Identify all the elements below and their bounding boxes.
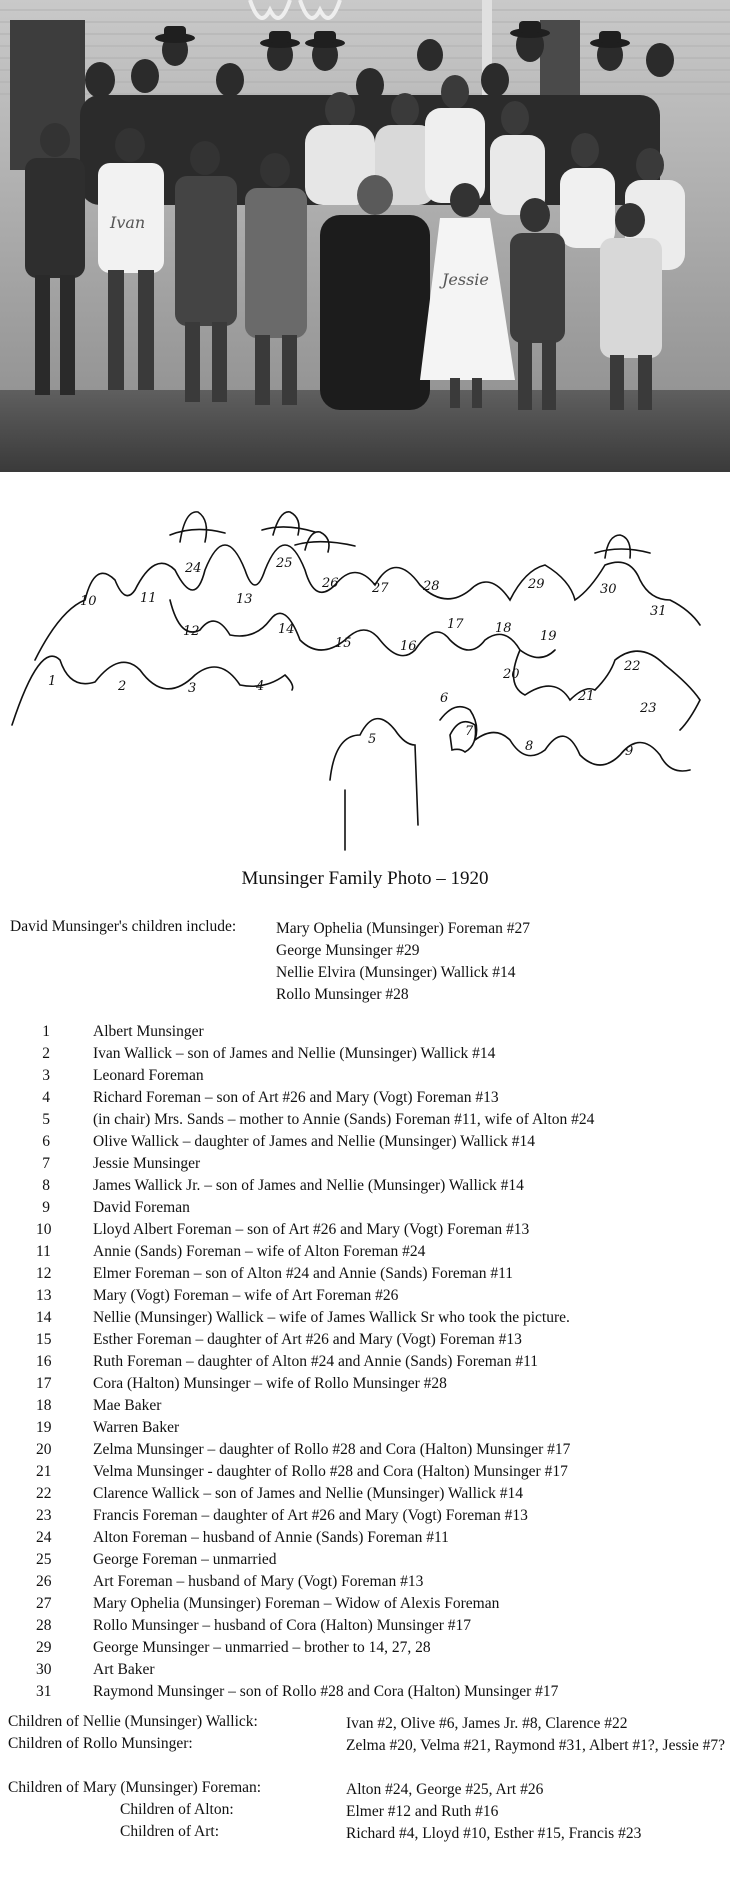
sketch-hat-25 [262, 512, 315, 535]
person-row [0, 1177, 730, 1199]
person-number: 2 [42, 1045, 50, 1062]
intro-child: Mary Ophelia (Munsinger) Foreman #27 [276, 920, 530, 937]
person-number: 26 [36, 1573, 52, 1590]
person-description: George Foreman – unmarried [93, 1551, 277, 1568]
group-value: Richard #4, Lloyd #10, Esther #15, Francis #23 [346, 1825, 642, 1842]
sketch-number-16: 16 [400, 639, 417, 654]
person-description: David Foreman [93, 1199, 190, 1216]
person-row [0, 1573, 730, 1595]
person-number: 9 [42, 1199, 50, 1216]
sketch-right-outline [514, 650, 700, 730]
group-label: Children of Alton: [120, 1801, 234, 1818]
person-number: 31 [36, 1683, 52, 1700]
person-number: 10 [36, 1221, 52, 1238]
person-description: Jessie Munsinger [93, 1155, 201, 1172]
intro-children-list [276, 918, 530, 1006]
person-row [0, 1133, 730, 1155]
group-value: Alton #24, George #25, Art #26 [346, 1781, 544, 1798]
group-value: Elmer #12 and Ruth #16 [346, 1803, 499, 1820]
sketch-number-5: 5 [368, 732, 377, 747]
person-row [0, 1683, 730, 1705]
person-number: 16 [36, 1353, 52, 1370]
children-groups [0, 1713, 730, 1845]
person-number: 20 [36, 1441, 52, 1458]
person-row [0, 1617, 730, 1639]
group-row [0, 1823, 730, 1845]
intro-child: George Munsinger #29 [276, 942, 420, 959]
sketch-number-29: 29 [528, 577, 545, 592]
person-number: 5 [42, 1111, 50, 1128]
group-label: Children of Nellie (Munsinger) Wallick: [8, 1713, 258, 1730]
person-number: 30 [36, 1661, 52, 1678]
group-label: Children of Rollo Munsinger: [8, 1735, 193, 1752]
person-description: Leonard Foreman [93, 1067, 204, 1084]
person-description: Lloyd Albert Foreman – son of Art #26 and Mary (Vogt) Foreman #13 [93, 1221, 530, 1238]
person-number: 24 [36, 1529, 52, 1546]
sketch-number-31: 31 [650, 604, 667, 619]
sketch-number-9: 9 [625, 744, 634, 759]
person-number: 27 [36, 1595, 52, 1612]
person-description: Rollo Munsinger – husband of Cora (Halton) Munsinger #17 [93, 1617, 471, 1634]
people-list [0, 1023, 730, 1705]
person-description: Velma Munsinger - daughter of Rollo #28 and Cora (Halton) Munsinger #17 [93, 1463, 568, 1480]
person-row [0, 1485, 730, 1507]
person-number: 17 [36, 1375, 52, 1392]
person-description: Mary (Vogt) Foreman – wife of Art Foreman #26 [93, 1287, 399, 1304]
person-number: 14 [36, 1309, 52, 1326]
person-description: George Munsinger – unmarried – brother to 14, 27, 28 [93, 1639, 431, 1656]
shirt-text-jessie: Jessie [442, 270, 489, 289]
intro-label: David Munsinger's children include: [10, 918, 237, 935]
group-value: Ivan #2, Olive #6, James Jr. #8, Clarence #22 [346, 1715, 628, 1732]
sketch-number-23: 23 [640, 701, 657, 716]
person-row [0, 1419, 730, 1441]
sketch-number-6: 6 [440, 691, 449, 706]
person-row [0, 1463, 730, 1485]
person-description: Warren Baker [93, 1419, 180, 1436]
sketch-hat-30 [595, 535, 650, 558]
sketch-number-7: 7 [465, 724, 474, 739]
person-number: 23 [36, 1507, 52, 1524]
person-row [0, 1595, 730, 1617]
sketch-number-20: 20 [503, 667, 520, 682]
person-description: Annie (Sands) Foreman – wife of Alton Foreman #24 [93, 1243, 426, 1260]
person-description: Mary Ophelia (Munsinger) Foreman – Widow of Alexis Foreman [93, 1595, 500, 1612]
sketch-number-19: 19 [540, 629, 557, 644]
sketch-number-15: 15 [335, 636, 352, 651]
sketch-number-28: 28 [423, 579, 440, 594]
person-row [0, 1155, 730, 1177]
person-row [0, 1221, 730, 1243]
person-row [0, 1265, 730, 1287]
sketch-number-12: 12 [183, 624, 200, 639]
person-number: 19 [36, 1419, 52, 1436]
person-row [0, 1441, 730, 1463]
person-number: 15 [36, 1331, 52, 1348]
sketch-number-14: 14 [278, 622, 295, 637]
person-row [0, 1199, 730, 1221]
person-description: Albert Munsinger [93, 1023, 204, 1040]
person-number: 6 [42, 1133, 50, 1150]
group-label: Children of Art: [120, 1823, 220, 1840]
sketch-number-3: 3 [188, 681, 197, 696]
person-description: Art Baker [93, 1661, 155, 1678]
sketch-number-27: 27 [372, 581, 389, 596]
person-description: (in chair) Mrs. Sands – mother to Annie (Sands) Foreman #11, wife of Alton #24 [93, 1111, 595, 1128]
sketch-number-25: 25 [276, 556, 293, 571]
family-photo [0, 0, 730, 472]
person-row [0, 1111, 730, 1133]
sketch-number-22: 22 [624, 659, 641, 674]
person-number: 7 [42, 1155, 50, 1172]
sketch-hat-26 [295, 532, 355, 552]
person-description: Richard Foreman – son of Art #26 and Mary (Vogt) Foreman #13 [93, 1089, 499, 1106]
sketch-number-24: 24 [185, 561, 202, 576]
person-number: 8 [42, 1177, 50, 1194]
person-description: Nellie (Munsinger) Wallick – wife of James Wallick Sr who took the picture. [93, 1309, 570, 1326]
person-row [0, 1397, 730, 1419]
group-row [0, 1801, 730, 1823]
shirt-text-ivan: Ivan [110, 213, 146, 232]
sketch-number-4: 4 [256, 679, 265, 694]
person-description: Clarence Wallick – son of James and Nellie (Munsinger) Wallick #14 [93, 1485, 523, 1502]
person-number: 11 [36, 1243, 51, 1260]
person-number: 18 [36, 1397, 52, 1414]
person-description: Mae Baker [93, 1397, 162, 1414]
person-row [0, 1507, 730, 1529]
sketch-hat-24 [170, 512, 225, 542]
person-number: 22 [36, 1485, 52, 1502]
sketch-number-17: 17 [447, 617, 464, 632]
sketch-number-10: 10 [80, 594, 97, 609]
sketch-lower-outline [440, 707, 690, 771]
sketch-number-26: 26 [322, 576, 339, 591]
person-row [0, 1045, 730, 1067]
person-row [0, 1353, 730, 1375]
person-row [0, 1331, 730, 1353]
person-number: 28 [36, 1617, 52, 1634]
sketch-front-outline [12, 656, 293, 725]
person-description: Elmer Foreman – son of Alton #24 and Annie (Sands) Foreman #11 [93, 1265, 514, 1282]
sketch-number-30: 30 [600, 582, 617, 597]
group-row [0, 1779, 730, 1801]
person-description: Raymond Munsinger – son of Rollo #28 and Cora (Halton) Munsinger #17 [93, 1683, 559, 1700]
person-description: Cora (Halton) Munsinger – wife of Rollo Munsinger #28 [93, 1375, 447, 1392]
person-description: Zelma Munsinger – daughter of Rollo #28 and Cora (Halton) Munsinger #17 [93, 1441, 571, 1458]
person-row [0, 1309, 730, 1331]
person-row [0, 1023, 730, 1045]
person-row [0, 1661, 730, 1683]
person-number: 25 [36, 1551, 52, 1568]
person-description: Francis Foreman – daughter of Art #26 and Mary (Vogt) Foreman #13 [93, 1507, 528, 1524]
group-row [0, 1713, 730, 1735]
person-description: Ruth Foreman – daughter of Alton #24 and Annie (Sands) Foreman #11 [93, 1353, 538, 1370]
sketch-number-1: 1 [48, 674, 57, 689]
numbered-silhouette-sketch [0, 490, 730, 860]
person-description: Ivan Wallick – son of James and Nellie (Munsinger) Wallick #14 [93, 1045, 496, 1062]
person-row [0, 1287, 730, 1309]
sketch-back-outline [35, 545, 700, 660]
person-row [0, 1529, 730, 1551]
person-number: 1 [42, 1023, 50, 1040]
person-description: Alton Foreman – husband of Annie (Sands) Foreman #11 [93, 1529, 449, 1546]
person-row [0, 1089, 730, 1111]
person-row [0, 1067, 730, 1089]
group-label: Children of Mary (Munsinger) Foreman: [8, 1779, 262, 1796]
person-row [0, 1639, 730, 1661]
sketch-number-2: 2 [118, 679, 127, 694]
person-description: Olive Wallick – daughter of James and Nellie (Munsinger) Wallick #14 [93, 1133, 536, 1150]
sketch-number-21: 21 [578, 689, 595, 704]
page-title: Munsinger Family Photo – 1920 [241, 868, 489, 889]
person-description: Esther Foreman – daughter of Art #26 and Mary (Vogt) Foreman #13 [93, 1331, 522, 1348]
sketch-number-18: 18 [495, 621, 512, 636]
group-value: Zelma #20, Velma #21, Raymond #31, Albert #1?, Jessie #7? [346, 1737, 725, 1754]
sketch-number-11: 11 [140, 591, 157, 606]
person-number: 29 [36, 1639, 52, 1656]
person-number: 21 [36, 1463, 52, 1480]
person-row [0, 1375, 730, 1397]
person-description: James Wallick Jr. – son of James and Nellie (Munsinger) Wallick #14 [93, 1177, 524, 1194]
intro-child: Nellie Elvira (Munsinger) Wallick #14 [276, 964, 516, 981]
person-description: Art Foreman – husband of Mary (Vogt) Foreman #13 [93, 1573, 424, 1590]
group-row [0, 1735, 730, 1779]
person-number: 12 [36, 1265, 52, 1282]
intro-child: Rollo Munsinger #28 [276, 986, 409, 1003]
person-number: 4 [42, 1089, 50, 1106]
sketch-number-8: 8 [525, 739, 534, 754]
person-number: 3 [42, 1067, 50, 1084]
person-row [0, 1243, 730, 1265]
person-row [0, 1551, 730, 1573]
sketch-number-13: 13 [236, 592, 253, 607]
person-number: 13 [36, 1287, 52, 1304]
